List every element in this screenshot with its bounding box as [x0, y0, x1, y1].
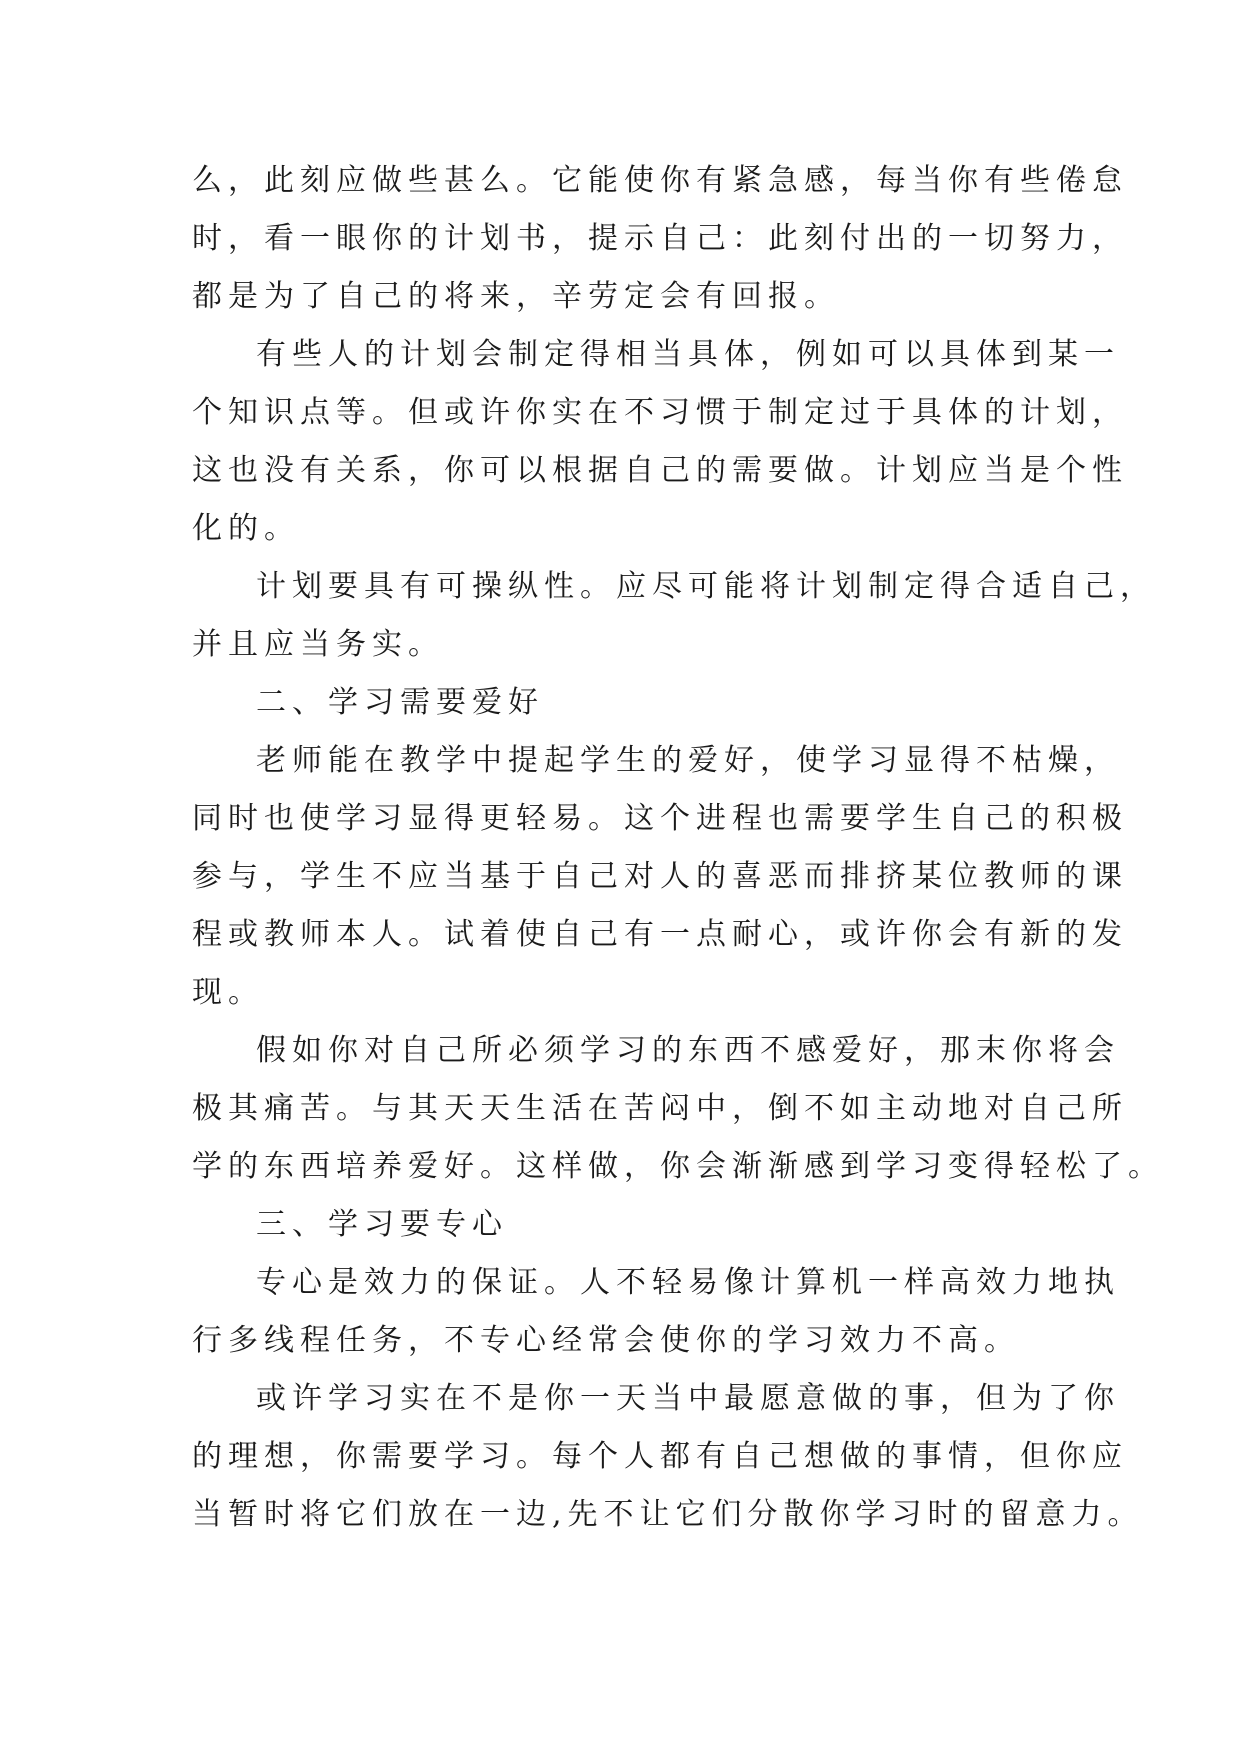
text-line: 么，此刻应做些甚么。它能使你有紧急感，每当你有些倦怠	[192, 163, 1128, 198]
text-line: 个知识点等。但或许你实在不习惯于制定过于具体的计划，	[192, 395, 1128, 430]
text-line: 当暂时将它们放在一边,先不让它们分散你学习时的留意力。	[192, 1497, 1144, 1532]
text-line: 现。	[192, 975, 264, 1010]
text-line: 二、学习需要爱好	[256, 685, 544, 720]
paragraph	[192, 326, 1128, 558]
paragraph	[192, 1370, 1144, 1544]
text-line: 有些人的计划会制定得相当具体，例如可以具体到某一	[256, 337, 1120, 372]
text-line: 行多线程任务，不专心经常会使你的学习效力不高。	[192, 1323, 1020, 1358]
text-line: 这也没有关系，你可以根据自己的需要做。计划应当是个性	[192, 453, 1128, 488]
paragraph	[192, 732, 1128, 1022]
text-line: 都是为了自己的将来，辛劳定会有回报。	[192, 279, 840, 314]
text-line: 假如你对自己所必须学习的东西不感爱好，那末你将会	[256, 1033, 1120, 1068]
paragraph	[192, 1022, 1164, 1196]
text-line: 参与，学生不应当基于自己对人的喜恶而排挤某位教师的课	[192, 859, 1128, 894]
text-line: 专心是效力的保证。人不轻易像计算机一样高效力地执	[256, 1265, 1120, 1300]
text-line: 或许学习实在不是你一天当中最愿意做的事，但为了你	[256, 1381, 1120, 1416]
text-line: 计划要具有可操纵性。应尽可能将计划制定得合适自己，	[256, 569, 1156, 604]
text-line: 老师能在教学中提起学生的爱好，使学习显得不枯燥，	[256, 743, 1120, 778]
text-line: 化的。	[192, 511, 300, 546]
text-line: 学的东西培养爱好。这样做，你会渐渐感到学习变得轻松了。	[192, 1149, 1164, 1184]
text-line: 时，看一眼你的计划书，提示自己：此刻付出的一切努力，	[192, 221, 1128, 256]
section-heading	[192, 674, 1054, 732]
document-body	[192, 152, 1164, 1544]
text-line: 极其痛苦。与其天天生活在苦闷中，倒不如主动地对自己所	[192, 1091, 1128, 1126]
text-line: 程或教师本人。试着使自己有一点耐心，或许你会有新的发	[192, 917, 1128, 952]
text-line: 的理想，你需要学习。每个人都有自己想做的事情，但你应	[192, 1439, 1128, 1474]
paragraph	[192, 152, 1128, 326]
text-line: 三、学习要专心	[256, 1207, 508, 1242]
paragraph	[192, 1254, 1120, 1370]
section-heading	[192, 1196, 1054, 1254]
text-line: 并且应当务实。	[192, 627, 444, 662]
paragraph	[192, 558, 1156, 674]
text-line: 同时也使学习显得更轻易。这个进程也需要学生自己的积极	[192, 801, 1128, 836]
